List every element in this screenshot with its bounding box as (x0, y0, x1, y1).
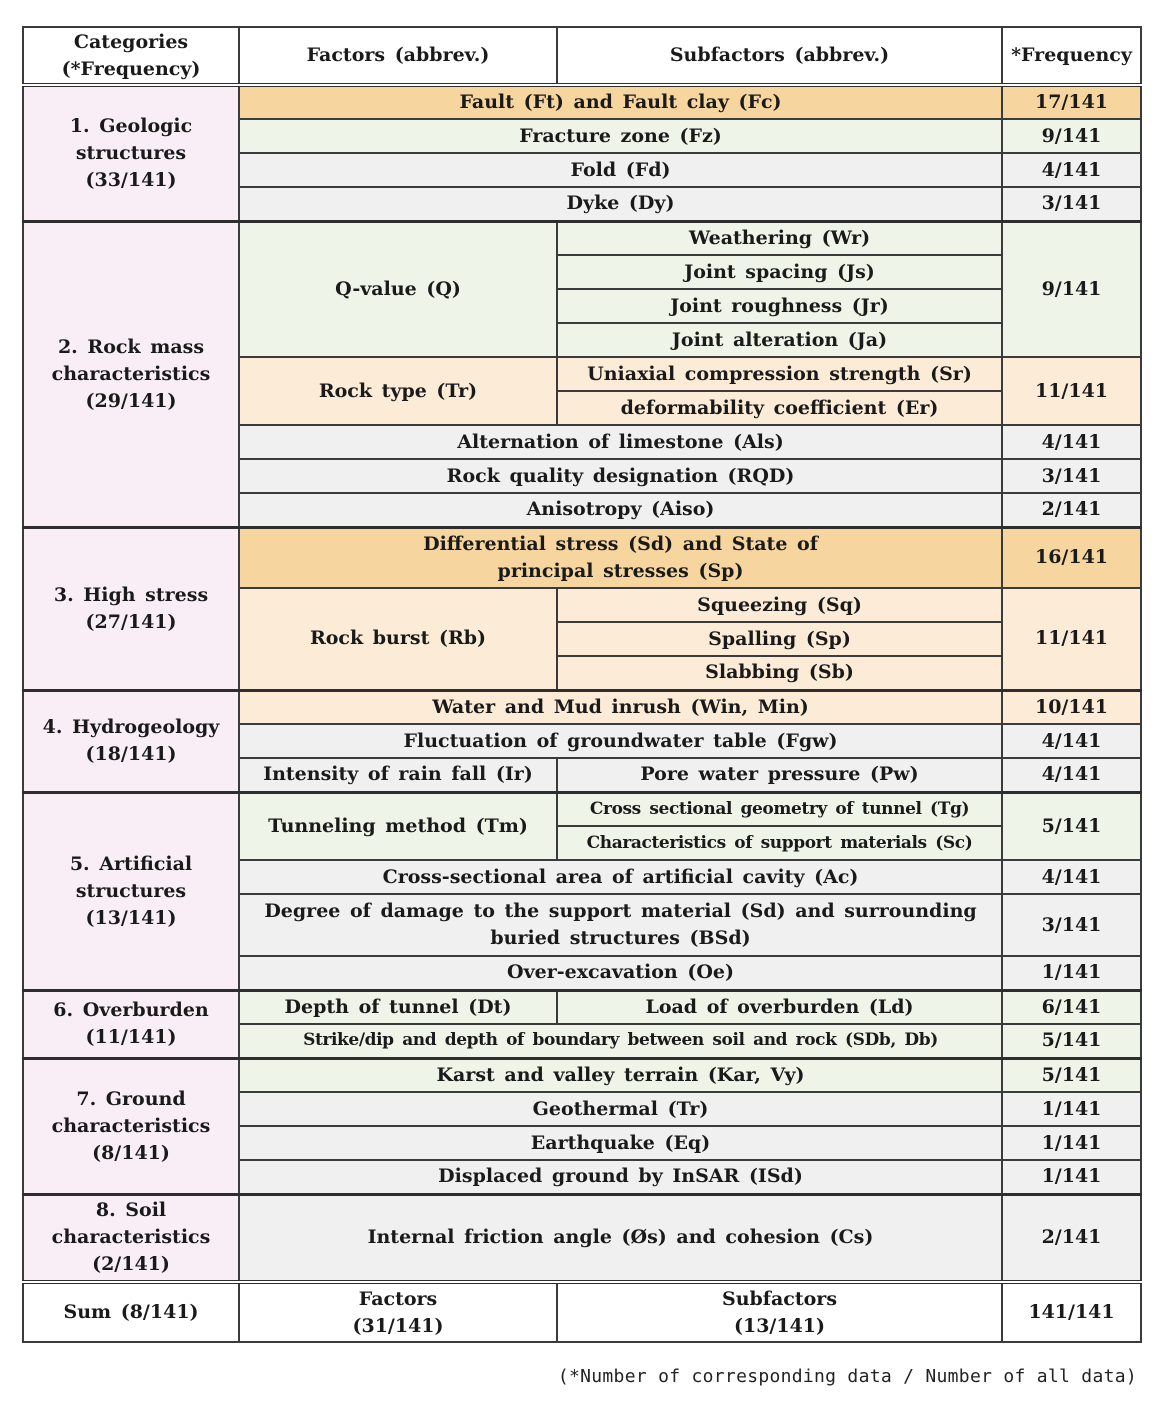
factor-cell: Fault (Ft) and Fault clay (Fc) (239, 85, 1002, 119)
subfactor-cell: Spalling (Sp) (557, 622, 1002, 656)
frequency-cell: 3/141 (1002, 894, 1141, 956)
subfactor-cell: Weathering (Wr) (557, 221, 1002, 255)
subfactor-cell: Squeezing (Sq) (557, 588, 1002, 622)
factor-cell: Displaced ground by InSAR (ISd) (239, 1160, 1002, 1194)
frequency-cell: 1/141 (1002, 1126, 1141, 1160)
category-hydrogeology: 4. Hydrogeology (18/141) (23, 690, 239, 792)
factor-cell: Strike/dip and depth of boundary between soil and rock (SDb, Db) (239, 1024, 1002, 1058)
category-overburden: 6. Overburden (11/141) (23, 990, 239, 1058)
header-frequency: *Frequency (1002, 27, 1141, 85)
frequency-cell: 5/141 (1002, 792, 1141, 860)
frequency-cell: 9/141 (1002, 221, 1141, 357)
category-artificial-structures: 5. Artificial structures (13/141) (23, 792, 239, 990)
factor-cell: Differential stress (Sd) and State of principal stresses (Sp) (239, 527, 1002, 588)
frequency-cell: 10/141 (1002, 690, 1141, 724)
subfactor-cell: Joint roughness (Jr) (557, 289, 1002, 323)
frequency-cell: 9/141 (1002, 119, 1141, 153)
footnote: (*Number of corresponding data / Number of all data) (557, 1366, 1137, 1387)
frequency-cell: 17/141 (1002, 85, 1141, 119)
frequency-cell: 1/141 (1002, 1160, 1141, 1194)
sum-label: Sum (8/141) (23, 1282, 239, 1342)
frequency-cell: 4/141 (1002, 758, 1141, 792)
frequency-cell: 1/141 (1002, 1092, 1141, 1126)
factor-cell: Degree of damage to the support material (Sd) and surrounding buried structures (BSd) (239, 894, 1002, 956)
factor-cell: Fold (Fd) (239, 153, 1002, 187)
factor-tunneling-method: Tunneling method (Tm) (239, 792, 557, 860)
frequency-cell: 4/141 (1002, 153, 1141, 187)
factor-cell: Rock quality designation (RQD) (239, 459, 1002, 493)
factor-cell: Internal friction angle (Øs) and cohesion (Cs) (239, 1194, 1002, 1282)
factor-cell: Alternation of limestone (Als) (239, 425, 1002, 459)
sum-frequency: 141/141 (1002, 1282, 1141, 1342)
factor-cell: Dyke (Dy) (239, 187, 1002, 221)
subfactor-cell: Pore water pressure (Pw) (557, 758, 1002, 792)
factor-rock-type: Rock type (Tr) (239, 357, 557, 425)
factor-cell: Geothermal (Tr) (239, 1092, 1002, 1126)
frequency-cell: 4/141 (1002, 724, 1141, 758)
subfactor-cell: Cross sectional geometry of tunnel (Tg) (557, 792, 1002, 826)
frequency-cell: 4/141 (1002, 425, 1141, 459)
factor-cell: Cross-sectional area of artificial cavity (Ac) (239, 860, 1002, 894)
factor-cell: Earthquake (Eq) (239, 1126, 1002, 1160)
frequency-cell: 11/141 (1002, 588, 1141, 690)
factor-q-value: Q-value (Q) (239, 221, 557, 357)
header-subfactors: Subfactors (abbrev.) (557, 27, 1002, 85)
category-geologic-structures: 1. Geologic structures (33/141) (23, 85, 239, 221)
table-row (23, 792, 1141, 826)
factor-rock-burst: Rock burst (Rb) (239, 588, 557, 690)
sum-row (23, 1282, 1141, 1342)
factor-cell: Fracture zone (Fz) (239, 119, 1002, 153)
header-factors: Factors (abbrev.) (239, 27, 557, 85)
factor-cell: Fluctuation of groundwater table (Fgw) (239, 724, 1002, 758)
factor-cell: Intensity of rain fall (Ir) (239, 758, 557, 792)
table-row (23, 1058, 1141, 1092)
category-ground-characteristics: 7. Ground characteristics (8/141) (23, 1058, 239, 1194)
subfactor-cell: Joint alteration (Ja) (557, 323, 1002, 357)
factor-cell: Over-excavation (Oe) (239, 956, 1002, 990)
subfactor-cell: Uniaxial compression strength (Sr) (557, 357, 1002, 391)
header-categories: Categories (*Frequency) (23, 27, 239, 85)
category-soil-characteristics: 8. Soil characteristics (2/141) (23, 1194, 239, 1282)
sum-subfactors: Subfactors (13/141) (557, 1282, 1002, 1342)
frequency-cell: 2/141 (1002, 1194, 1141, 1282)
factor-cell: Water and Mud inrush (Win, Min) (239, 690, 1002, 724)
frequency-cell: 3/141 (1002, 459, 1141, 493)
frequency-cell: 11/141 (1002, 357, 1141, 425)
frequency-cell: 1/141 (1002, 956, 1141, 990)
subfactor-cell: Load of overburden (Ld) (557, 990, 1002, 1024)
category-high-stress: 3. High stress (27/141) (23, 527, 239, 690)
table-row (23, 527, 1141, 588)
category-rock-mass: 2. Rock mass characteristics (29/141) (23, 221, 239, 527)
table-row (23, 221, 1141, 255)
table-row (23, 990, 1141, 1024)
table-row (23, 690, 1141, 724)
subfactor-cell: Joint spacing (Js) (557, 255, 1002, 289)
factor-cell: Karst and valley terrain (Kar, Vy) (239, 1058, 1002, 1092)
subfactor-cell: deformability coefficient (Er) (557, 391, 1002, 425)
frequency-cell: 16/141 (1002, 527, 1141, 588)
factor-cell: Anisotropy (Aiso) (239, 493, 1002, 527)
subfactor-cell: Slabbing (Sb) (557, 656, 1002, 690)
frequency-cell: 2/141 (1002, 493, 1141, 527)
frequency-table (22, 26, 1142, 1343)
subfactor-cell: Characteristics of support materials (Sc) (557, 826, 1002, 860)
frequency-cell: 6/141 (1002, 990, 1141, 1024)
frequency-cell: 5/141 (1002, 1058, 1141, 1092)
frequency-cell: 3/141 (1002, 187, 1141, 221)
sum-factors: Factors (31/141) (239, 1282, 557, 1342)
table-row (23, 85, 1141, 119)
frequency-cell: 4/141 (1002, 860, 1141, 894)
table-row (23, 1194, 1141, 1282)
frequency-cell: 5/141 (1002, 1024, 1141, 1058)
factor-cell: Depth of tunnel (Dt) (239, 990, 557, 1024)
header-row (23, 27, 1141, 85)
